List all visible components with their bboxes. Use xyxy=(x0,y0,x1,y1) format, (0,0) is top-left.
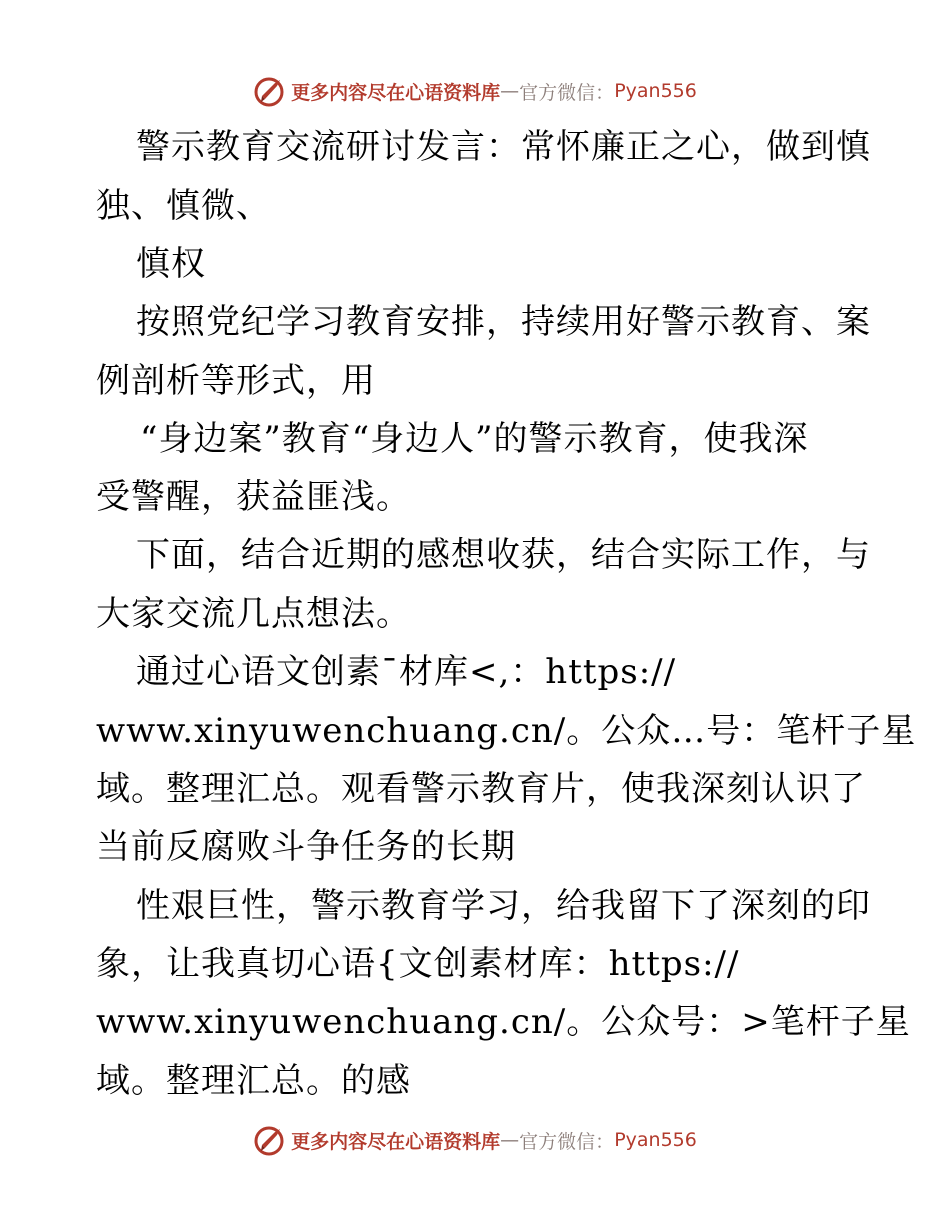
header-wechat-label: 官方微信： xyxy=(519,81,615,104)
footer-banner-dash: — xyxy=(500,1129,520,1151)
paragraph-line: 域。整理汇总。观看警示教育片，使我深刻认识了 xyxy=(96,769,866,809)
paragraph-line: 通过心语文创素¯材库<,：https:// xyxy=(136,652,677,692)
paragraph-line: www.xinyuwenchuang.cn/。公众…号：笔杆子星 xyxy=(96,711,917,751)
paragraph-line: 大家交流几点想法。 xyxy=(96,594,411,634)
paragraph-line: 域。整理汇总。的感 xyxy=(96,1061,411,1101)
footer-wechat-label: 官方微信： xyxy=(519,1130,615,1153)
title-line-2: 独、慎微、 xyxy=(96,186,271,226)
paragraph-line: “身边案”教育“身边人”的警示教育，使我深 xyxy=(140,419,809,459)
paragraph-line: 例剖析等形式，用 xyxy=(96,361,376,401)
pen-logo-icon xyxy=(253,74,287,108)
footer-banner-text: 更多内容尽在心语资料库 xyxy=(291,1130,501,1153)
paragraph-line: 当前反腐败斗争任务的长期 xyxy=(96,827,516,867)
title-line-3: 慎权 xyxy=(136,244,206,284)
paragraph-line: 按照党纪学习教育安排，持续用好警示教育、案 xyxy=(136,302,871,342)
header-banner-text: 更多内容尽在心语资料库 xyxy=(291,81,501,104)
footer-wechat-id: Pyan556 xyxy=(614,1129,697,1151)
paragraph-line: 受警醒，获益匪浅。 xyxy=(96,477,411,517)
header-wechat-id: Pyan556 xyxy=(614,80,697,102)
pen-logo-icon xyxy=(253,1123,287,1157)
paragraph-line: www.xinyuwenchuang.cn/。公众号：>笔杆子星 xyxy=(96,1002,911,1042)
paragraph-line: 性艰巨性，警示教育学习，给我留下了深刻的印 xyxy=(136,886,871,926)
footer-banner xyxy=(0,1120,950,1160)
header-banner-dash: — xyxy=(500,80,520,102)
header-banner xyxy=(0,71,950,111)
paragraph-line: 象，让我真切心语{文创素材库：https:// xyxy=(96,944,740,984)
paragraph-line: 下面，结合近期的感想收获，结合实际工作，与 xyxy=(136,535,871,575)
title-line-1: 警示教育交流研讨发言：常怀廉正之心，做到慎 xyxy=(136,127,871,167)
